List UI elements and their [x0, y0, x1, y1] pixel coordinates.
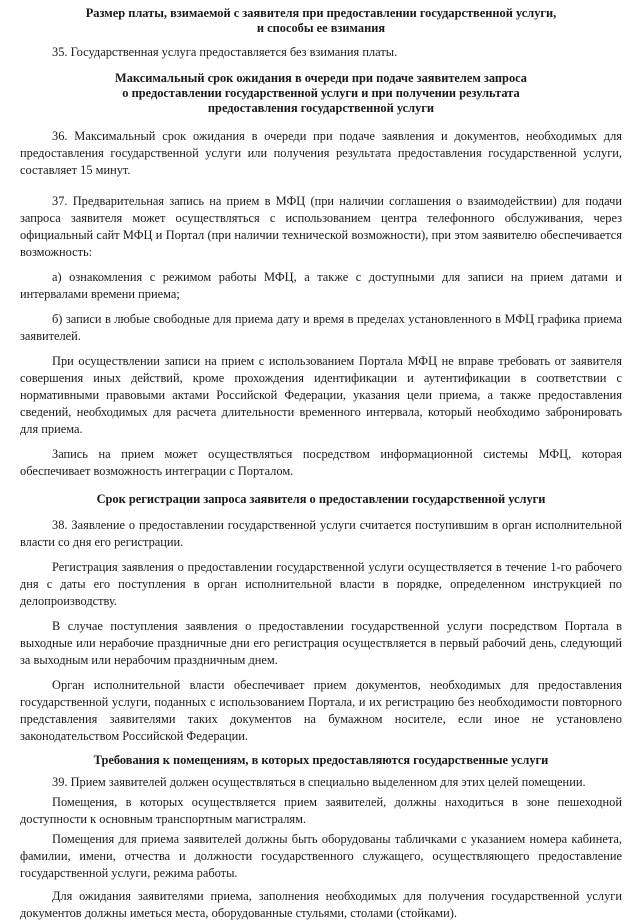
heading-fee-line1: Размер платы, взимаемой с заявителя при предоставлении государственной услуги,: [85, 6, 557, 20]
paragraph-38-a: Регистрация заявления о предоставлении государственной услуги осуществляется в течение 1-го рабочего дня с даты его поступления в орган исполнительной власти в порядке, определенном инструкцией по делопроизводству.: [20, 560, 622, 608]
paragraph-38: 38. Заявление о предоставлении государственной услуги считается поступившим в орган исполнительной власти со дня его регистрации.: [20, 518, 622, 549]
paragraph-39-b: Помещения для приема заявителей должны быть оборудованы табличками с указанием номера кабинета, фамилии, имени, отчества и должности государственного служащего, осуществляющего предоставление государственной услуги, режима работы.: [20, 832, 622, 880]
paragraph-37-d: Запись на прием может осуществляться посредством информационной системы МФЦ, которая обеспечивает возможность интеграции с Порталом.: [20, 447, 622, 478]
paragraph-37-b: б) записи в любые свободные для приема дату и время в пределах установленного в МФЦ графика приема заявителей.: [20, 312, 622, 343]
heading-queue-line2: о предоставлении государственной услуги и при получении результата: [122, 86, 520, 100]
paragraph-37: 37. Предварительная запись на прием в МФЦ (при наличии соглашения о взаимодействии) для подачи запроса заявителя может осуществляться с использованием центра телефонного обслуживания, через официальный сайт МФЦ и Портал (при наличии технической возможности), при этом заявителю обеспечивается возможность:: [20, 194, 622, 259]
heading-fee: [20, 6, 622, 36]
heading-registration: Срок регистрации запроса заявителя о предоставлении государственной услуги: [96, 492, 546, 506]
paragraph-37-c: При осуществлении записи на прием с использованием Портала МФЦ не вправе требовать от заявителя совершения иных действий, кроме прохождения идентификации и аутентификации в соответствии с нормативными правовыми актами Российской Федерации, указания цели приема, а также предоставления сведений, необходимых для расчета длительности временного интервала, который необходимо забронировать для приема.: [20, 354, 622, 436]
paragraph-39: 39. Прием заявителей должен осуществляться в специально выделенном для этих целей помещении.: [52, 775, 586, 789]
paragraph-36: 36. Максимальный срок ожидания в очереди при подаче заявления и документов, необходимых для предоставления государственной услуги или получения результата предоставления государственной услуги, составляет 15 минут.: [20, 129, 622, 177]
heading-queue: [20, 71, 622, 116]
paragraph-38-c: Орган исполнительной власти обеспечивает прием документов, необходимых для предоставления государственной услуги, поданных с использованием Портала, и их регистрацию без необходимости повторного представления заявителями таких документов на бумажном носителе, если иное не установлено законодательством Российской Федерации.: [20, 678, 622, 743]
heading-queue-line1: Максимальный срок ожидания в очереди при подаче заявителем запроса: [115, 71, 527, 85]
heading-fee-line2: и способы ее взимания: [256, 21, 386, 35]
paragraph-35: 35. Государственная услуга предоставляется без взимания платы.: [52, 45, 398, 59]
heading-queue-line3: предоставления государственной услуги: [207, 101, 435, 115]
heading-rooms: Требования к помещениям, в которых предоставляются государственные услуги: [93, 753, 549, 767]
paragraph-38-b: В случае поступления заявления о предоставлении государственной услуги посредством Портала в выходные или нерабочие праздничные дни его регистрация осуществляется в первый рабочий день, следующий за выходным или нерабочим праздничным днем.: [20, 619, 622, 667]
paragraph-37-a: а) ознакомления с режимом работы МФЦ, а также с доступными для записи на прием датами и интервалами времени приема;: [20, 270, 622, 301]
paragraph-39-c: Для ожидания заявителями приема, заполнения необходимых для получения государственной услуги документов должны иметься места, оборудованные стульями, столами (стойками).: [20, 889, 622, 920]
paragraph-39-a: Помещения, в которых осуществляется прием заявителей, должны находиться в зоне пешеходной доступности к основным транспортным магистралям.: [20, 795, 622, 826]
